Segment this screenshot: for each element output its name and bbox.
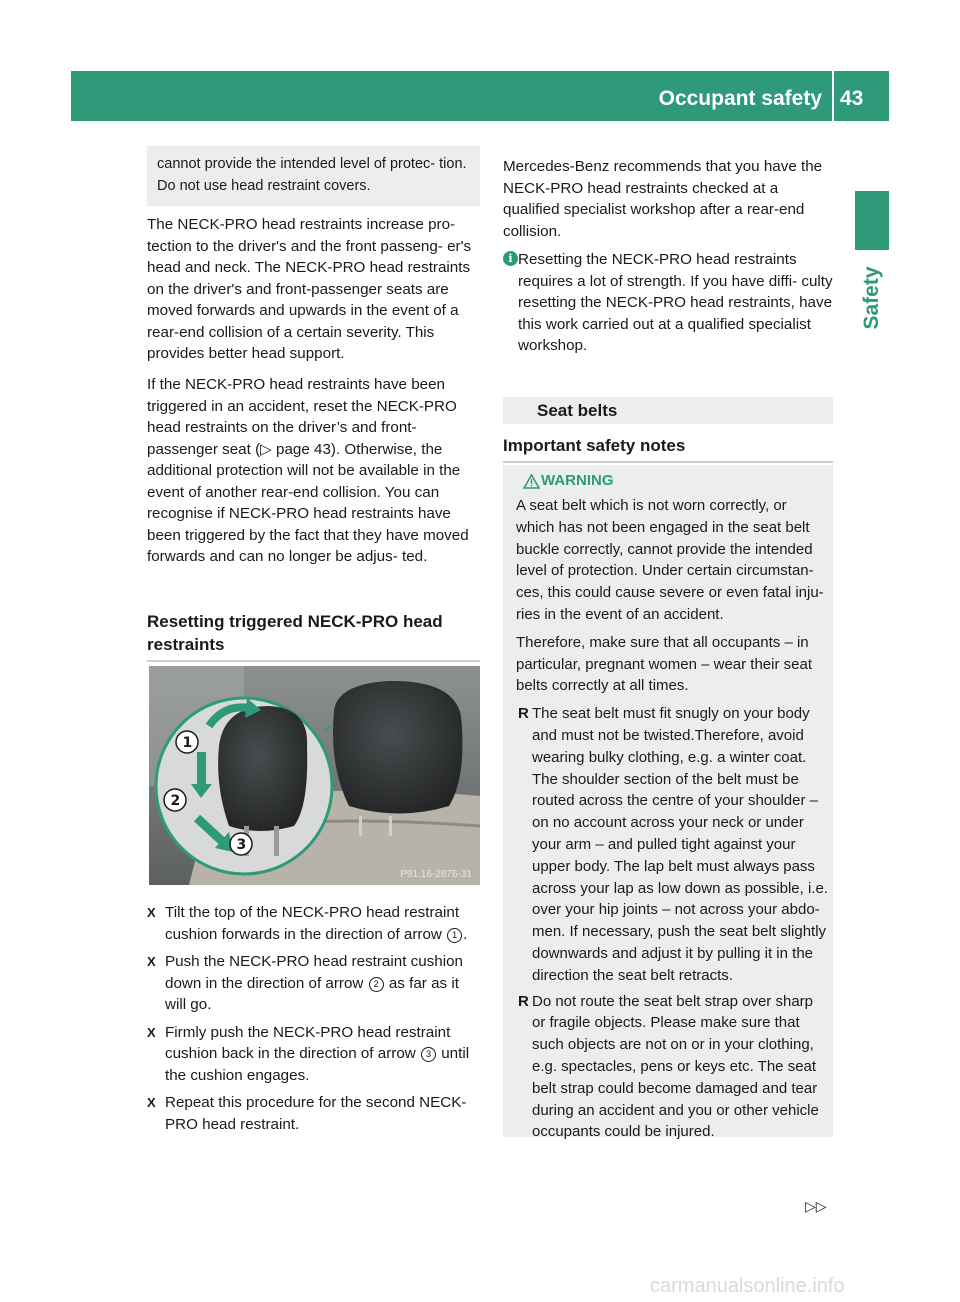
step-arrow-icon: X [147,1095,156,1110]
side-tab-label: Safety [860,266,883,330]
side-tab [846,258,898,338]
continued-warning-box [147,146,480,206]
side-tab-block [855,191,889,250]
bullet-icon: R [518,992,529,1010]
callout-1-icon: 1 [447,928,462,943]
warning-triangle-icon [523,474,540,489]
warning-label: WARNING [541,472,614,489]
continued-warning-text: cannot provide the intended level of protec- tion. Do not use head restraint covers. [157,156,467,194]
page-number: 43 [840,87,864,110]
workshop-recommendation: Mercedes-Benz recommends that you have the NECK-PRO head restraints checked at a qualified specialist workshop after a rear-end collision. [503,158,823,240]
svg-text:3: 3 [236,837,247,853]
warning-para1: A seat belt which is not worn correctly, or which has not been engaged in the seat belt buckle correctly, cannot provide the intended level of protection. Under certain circumstan- ces, this could cause severe or even fatal inju- ries in the event of an accident. [516,497,824,623]
seat-belts-title: Seat belts [537,401,618,420]
warning-para2: Therefore, make sure that all occupants – in particular, pregnant women – wear their seat belts correctly at all times. [516,633,812,695]
info-note-text: Resetting the NECK-PRO head restraints requires a lot of strength. If you have diffi- culty resetting the NECK-PRO head restraints, have this work carried out at a qualified specialist workshop. [518,251,833,354]
warning-box [503,465,833,1141]
info-icon: i [503,251,518,266]
step-text: Push the NECK-PRO head restraint cushion down in the direction of arrow [165,953,463,992]
neck-pro-illustration [149,666,480,885]
step-text-end: until the cushion engages. [165,1045,470,1084]
warning-bullet [516,991,828,1144]
reset-steps [147,902,481,1141]
step-text: Tilt the top of the NECK-PRO head restraint cushion forwards in the direction of arrow [165,904,460,943]
svg-text:1: 1 [182,735,193,751]
warning-bullet-text: Do not route the seat belt strap over sharp or fragile objects. Please make sure that such objects are not on or in your clothing, e.g. spectacles, pens or keys etc. The seat belt strap could become damaged and tear during an accident and you or other vehicle occupants could be injured. [532,992,819,1141]
step-2 [147,951,481,1016]
watermark: carmanualsonline.info [650,1275,845,1297]
step-text-end: . [463,925,468,943]
info-note [503,249,833,357]
svg-text:2: 2 [170,793,181,809]
step-arrow-icon: X [147,954,156,969]
seat-belts-section-bar [503,397,833,424]
neck-pro-intro: The NECK-PRO head restraints increase pro- tection to the driver's and the front passeng- er's head and neck. The NECK-PRO head restraints on the driver's and front-passenger seats are moved forwards and upwards in the event of a rear-end collision of a certain severity. This provides better head support. [147,216,472,362]
callout-3-icon: 3 [421,1047,436,1062]
section-title-header: Occupant safety [658,87,822,110]
step-arrow-icon: X [147,905,156,920]
bullet-icon: R [518,705,529,723]
step-text-end: as far as it will go. [165,974,459,1013]
step-4 [147,1092,481,1135]
important-safety-notes-heading: Important safety notes [503,434,833,463]
step-arrow-icon: X [147,1024,156,1040]
step-1 [147,902,481,945]
head-restraint-image [149,666,480,885]
step-text: Firmly push the NECK-PRO head restraint cushion back in the direction of arrow [165,1023,451,1062]
step-3 [147,1022,481,1087]
continue-mark: ▷▷ [805,1198,827,1214]
image-reference-code: P91.16-2876-31 [400,869,472,880]
resetting-heading: Resetting triggered NECK-PRO head restraints [147,610,480,662]
header-divider [832,71,834,121]
step-text: Repeat this procedure for the second NECK-PRO head restraint. [165,1094,467,1133]
warning-bullet-text: The seat belt must fit snugly on your body and must not be twisted.Therefore, avoid wearing bulky clothing, e.g. a winter coat. The shoulder section of the belt must be routed across the centre of your shoulder – on no account across your neck or under your arm – and pulled tight against your upper body. The lap belt must always pass across your lap as low down as possible, i.e. over your hip joints – not across your abdo- men. If necessary, push the seat belt slightly downwards and adjust it by pulling it in the direction the seat belt retracts. [532,705,828,984]
neck-pro-triggered: If the NECK-PRO head restraints have been triggered in an accident, reset the NECK-PRO head restraints on the driver’s and front- passenger seat (▷ page 43). Otherwise, the additional protection will not be available in the event of another rear-end collision. You can recognise if NECK-PRO head restraints have been triggered by the fact that they have moved forwards and can no longer be adjus- ted. [147,376,469,565]
callout-2-icon: 2 [369,977,384,992]
warning-bullet [516,703,828,986]
